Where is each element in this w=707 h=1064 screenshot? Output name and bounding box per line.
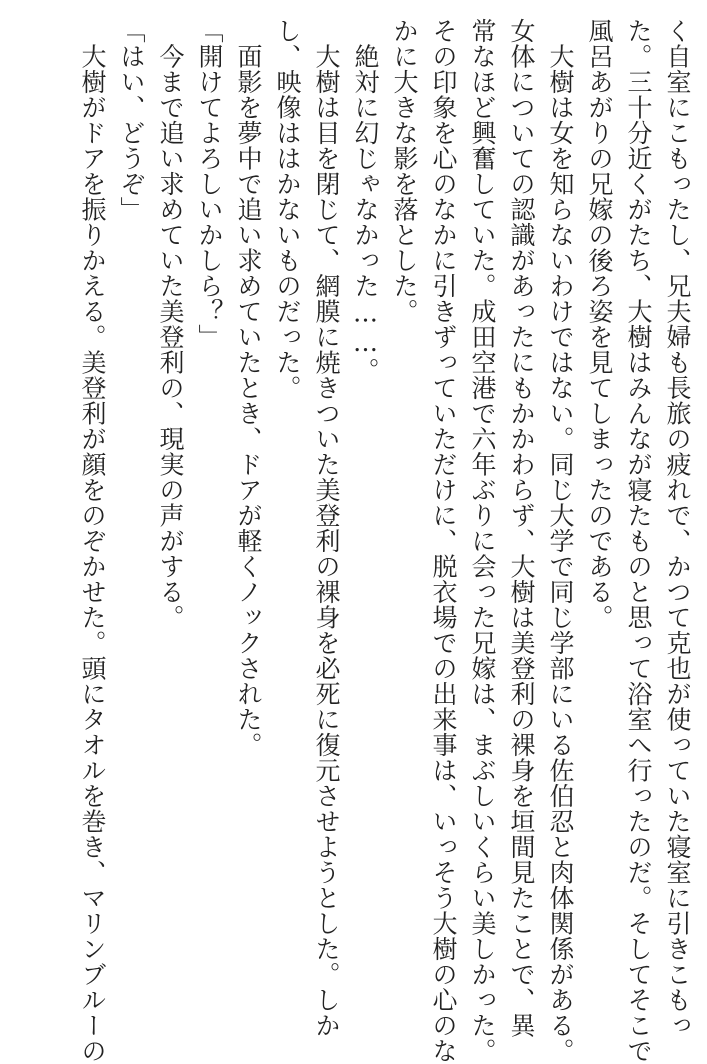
text-line: 絶対に幻じゃなかった……。	[351, 18, 380, 383]
text-line: 女体についての認識があったにもかかわらず、大樹は美登利の裸身を垣間見たことで、異	[507, 18, 536, 1038]
text-line: かに大きな影を落とした。	[390, 18, 419, 324]
text-line: し、映像ははかないものだった。	[273, 18, 302, 401]
text-line: く自室にこもったし、兄夫婦も長旅の疲れで、かつて克也が使っていた寝室に引きこもっ	[663, 18, 692, 1038]
vertical-text-body	[17, 18, 697, 1064]
text-line: 「はい、どうぞ」	[117, 18, 146, 222]
text-line: 大樹がドアを振りかえる。美登利が顔をのぞかせた。頭にタオルを巻き、マリンブルーの	[78, 18, 107, 1064]
text-line: 「開けてよろしいかしら？」	[195, 18, 224, 350]
text-line: 風呂あがりの兄嫁の後ろ姿を見てしまったのである。	[585, 18, 614, 630]
text-line: 面影を夢中で追い求めていたとき、ドアが軽くノックされた。	[234, 18, 263, 758]
text-line: 大樹は目を閉じて、網膜に焼きついた美登利の裸身を必死に復元させようとした。しか	[312, 18, 341, 1038]
text-line: 今まで追い求めていた美登利の、現実の声がする。	[156, 18, 185, 630]
text-line: た。三十分近くがたち、大樹はみんなが寝たものと思って浴室へ行ったのだ。そしてそこで	[624, 18, 653, 1064]
text-line: その印象を心のなかに引きずっていただけに、脱衣場での出来事は、いっそう大樹の心のな	[429, 18, 458, 1064]
text-line: 常なほど興奮していた。成田空港で六年ぶりに会った兄嫁は、まぶしいくらい美しかった。	[468, 18, 497, 1064]
text-line: 大樹は女を知らないわけではない。同じ大学で同じ学部にいる佐伯忍と肉体関係がある。	[546, 18, 575, 1064]
